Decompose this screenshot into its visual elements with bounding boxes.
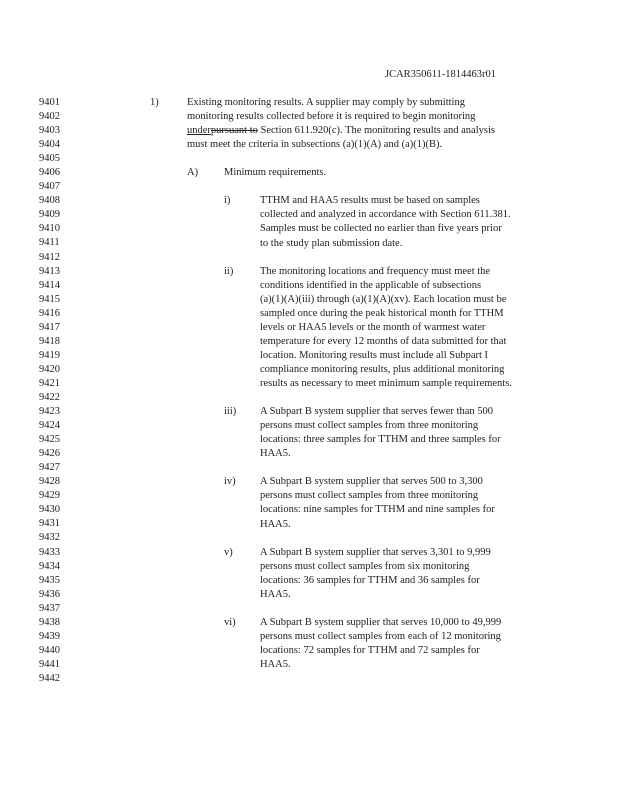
- line-number: 9425: [39, 434, 60, 446]
- line-number: 9421: [39, 377, 60, 389]
- subitem-line: TTHM and HAA5 results must be based on samples: [260, 195, 480, 207]
- subitem-line: to the study plan submission date.: [260, 237, 403, 249]
- line-number: 9428: [39, 476, 60, 488]
- line-number: 9429: [39, 490, 60, 502]
- line-number: 9422: [39, 391, 60, 403]
- line-number: 9407: [39, 181, 60, 193]
- line-number: 9410: [39, 223, 60, 235]
- item-a-label: A): [187, 167, 199, 178]
- item-a-text: Minimum requirements.: [224, 167, 327, 178]
- item-1-line-1: Existing monitoring results. A supplier may comply by submitting: [187, 97, 465, 108]
- line-number: 9435: [39, 574, 60, 586]
- line-number: 9417: [39, 321, 60, 333]
- line-number: 9436: [39, 588, 60, 600]
- subitem-label: vi): [224, 616, 236, 628]
- line-number: 9412: [39, 251, 60, 263]
- line-number: 9419: [39, 349, 60, 361]
- subitem-line: HAA5.: [260, 588, 291, 600]
- line-number: 9424: [39, 420, 60, 432]
- line-number: 9416: [39, 307, 60, 319]
- subitem-line: locations: three samples for TTHM and three samples for: [260, 434, 501, 446]
- line-number: 9406: [39, 167, 60, 179]
- line-number: 9423: [39, 406, 60, 418]
- subitem-line: A Subpart B system supplier that serves 10,000 to 49,999: [260, 616, 502, 628]
- line-number: 9411: [39, 237, 60, 249]
- subitem-label: v): [224, 546, 233, 558]
- subitem-line: persons must collect samples from six monitoring: [260, 560, 470, 572]
- line-number: 9427: [39, 462, 60, 474]
- subitem-line: HAA5.: [260, 659, 291, 670]
- subitem-line: A Subpart B system supplier that serves fewer than 500: [260, 406, 493, 418]
- subitem-line: results as necessary to meet minimum sample requirements.: [260, 378, 512, 389]
- line-number-column: [39, 96, 79, 686]
- subitem-line: sampled once during the peak historical month for TTHM: [260, 307, 504, 319]
- subitem-line: A Subpart B system supplier that serves 500 to 3,300: [260, 476, 483, 488]
- line-number: 9442: [39, 672, 60, 684]
- subitem-line: A Subpart B system supplier that serves 3,301 to 9,999: [260, 546, 491, 558]
- subitem-line: locations: 72 samples for TTHM and 72 samples for: [260, 644, 480, 656]
- line-number: 9413: [39, 265, 60, 277]
- line-number: 9433: [39, 546, 60, 558]
- subitem-line: persons must collect samples from three monitoring: [260, 420, 479, 432]
- line-number: 9418: [39, 335, 60, 347]
- line-number: 9409: [39, 209, 60, 221]
- subitem-line: The monitoring locations and frequency must meet the: [260, 265, 491, 277]
- subitem-line: levels or HAA5 levels or the month of warmest water: [260, 321, 486, 333]
- line-number: 9431: [39, 518, 60, 530]
- line-number: 9402: [39, 111, 60, 123]
- line-number: 9415: [39, 293, 60, 305]
- subitem-line: locations: nine samples for TTHM and nine samples for: [260, 504, 495, 516]
- subitem-line: locations: 36 samples for TTHM and 36 samples for: [260, 574, 480, 586]
- item-1-label: 1): [150, 97, 159, 108]
- document-id-header: JCAR350611-1814463r01: [385, 69, 497, 80]
- item-1-line-3: [187, 124, 495, 138]
- subitem-line: collected and analyzed in accordance with Section 611.381.: [260, 209, 511, 221]
- line-number: 9434: [39, 560, 60, 572]
- item-1-line-2: monitoring results collected before it is required to begin monitoring: [187, 111, 476, 122]
- item-1-line-3-rest: Section 611.920(c). The monitoring results and analysis: [257, 125, 495, 136]
- subitem-line: location. Monitoring results must include all Subpart I: [260, 349, 489, 361]
- line-number: 9440: [39, 644, 60, 656]
- subitem-line: temperature for every 12 months of data submitted for that: [260, 335, 507, 347]
- line-number: 9401: [39, 97, 60, 108]
- line-number: 9414: [39, 279, 60, 291]
- line-number: 9432: [39, 532, 60, 544]
- item-1-line-4: must meet the criteria in subsections (a)(1)(A) and (a)(1)(B).: [187, 139, 443, 150]
- line-number: 9426: [39, 448, 60, 460]
- subitem-line: conditions identified in the applicable of subsections: [260, 279, 482, 291]
- subitem-line: compliance monitoring results, plus additional monitoring: [260, 363, 505, 375]
- line-number: 9438: [39, 616, 60, 628]
- line-number: 9408: [39, 195, 60, 207]
- subitem-label: ii): [224, 265, 234, 277]
- subitem-line: (a)(1)(A)(iii) through (a)(1)(A)(xv). Each location must be: [260, 293, 507, 305]
- line-number: 9441: [39, 658, 60, 670]
- subitem-line: HAA5.: [260, 518, 291, 530]
- subitem-label: iii): [224, 406, 237, 418]
- line-number: 9404: [39, 139, 60, 151]
- inserted-text: under: [187, 125, 211, 136]
- deleted-text: pursuant to: [210, 125, 258, 136]
- line-number: 9403: [39, 125, 60, 137]
- line-number: 9437: [39, 602, 60, 614]
- line-number: 9439: [39, 630, 60, 642]
- subitem-line: Samples must be collected no earlier than five years prior: [260, 223, 502, 235]
- subitem-line: persons must collect samples from each of 12 monitoring: [260, 630, 501, 642]
- subitem-line: persons must collect samples from three monitoring: [260, 490, 479, 502]
- subitem-label: i): [224, 195, 231, 207]
- line-number: 9430: [39, 504, 60, 516]
- subitem-label: iv): [224, 476, 236, 488]
- subitem-line: HAA5.: [260, 448, 291, 460]
- line-number: 9420: [39, 363, 60, 375]
- line-number: 9405: [39, 153, 60, 165]
